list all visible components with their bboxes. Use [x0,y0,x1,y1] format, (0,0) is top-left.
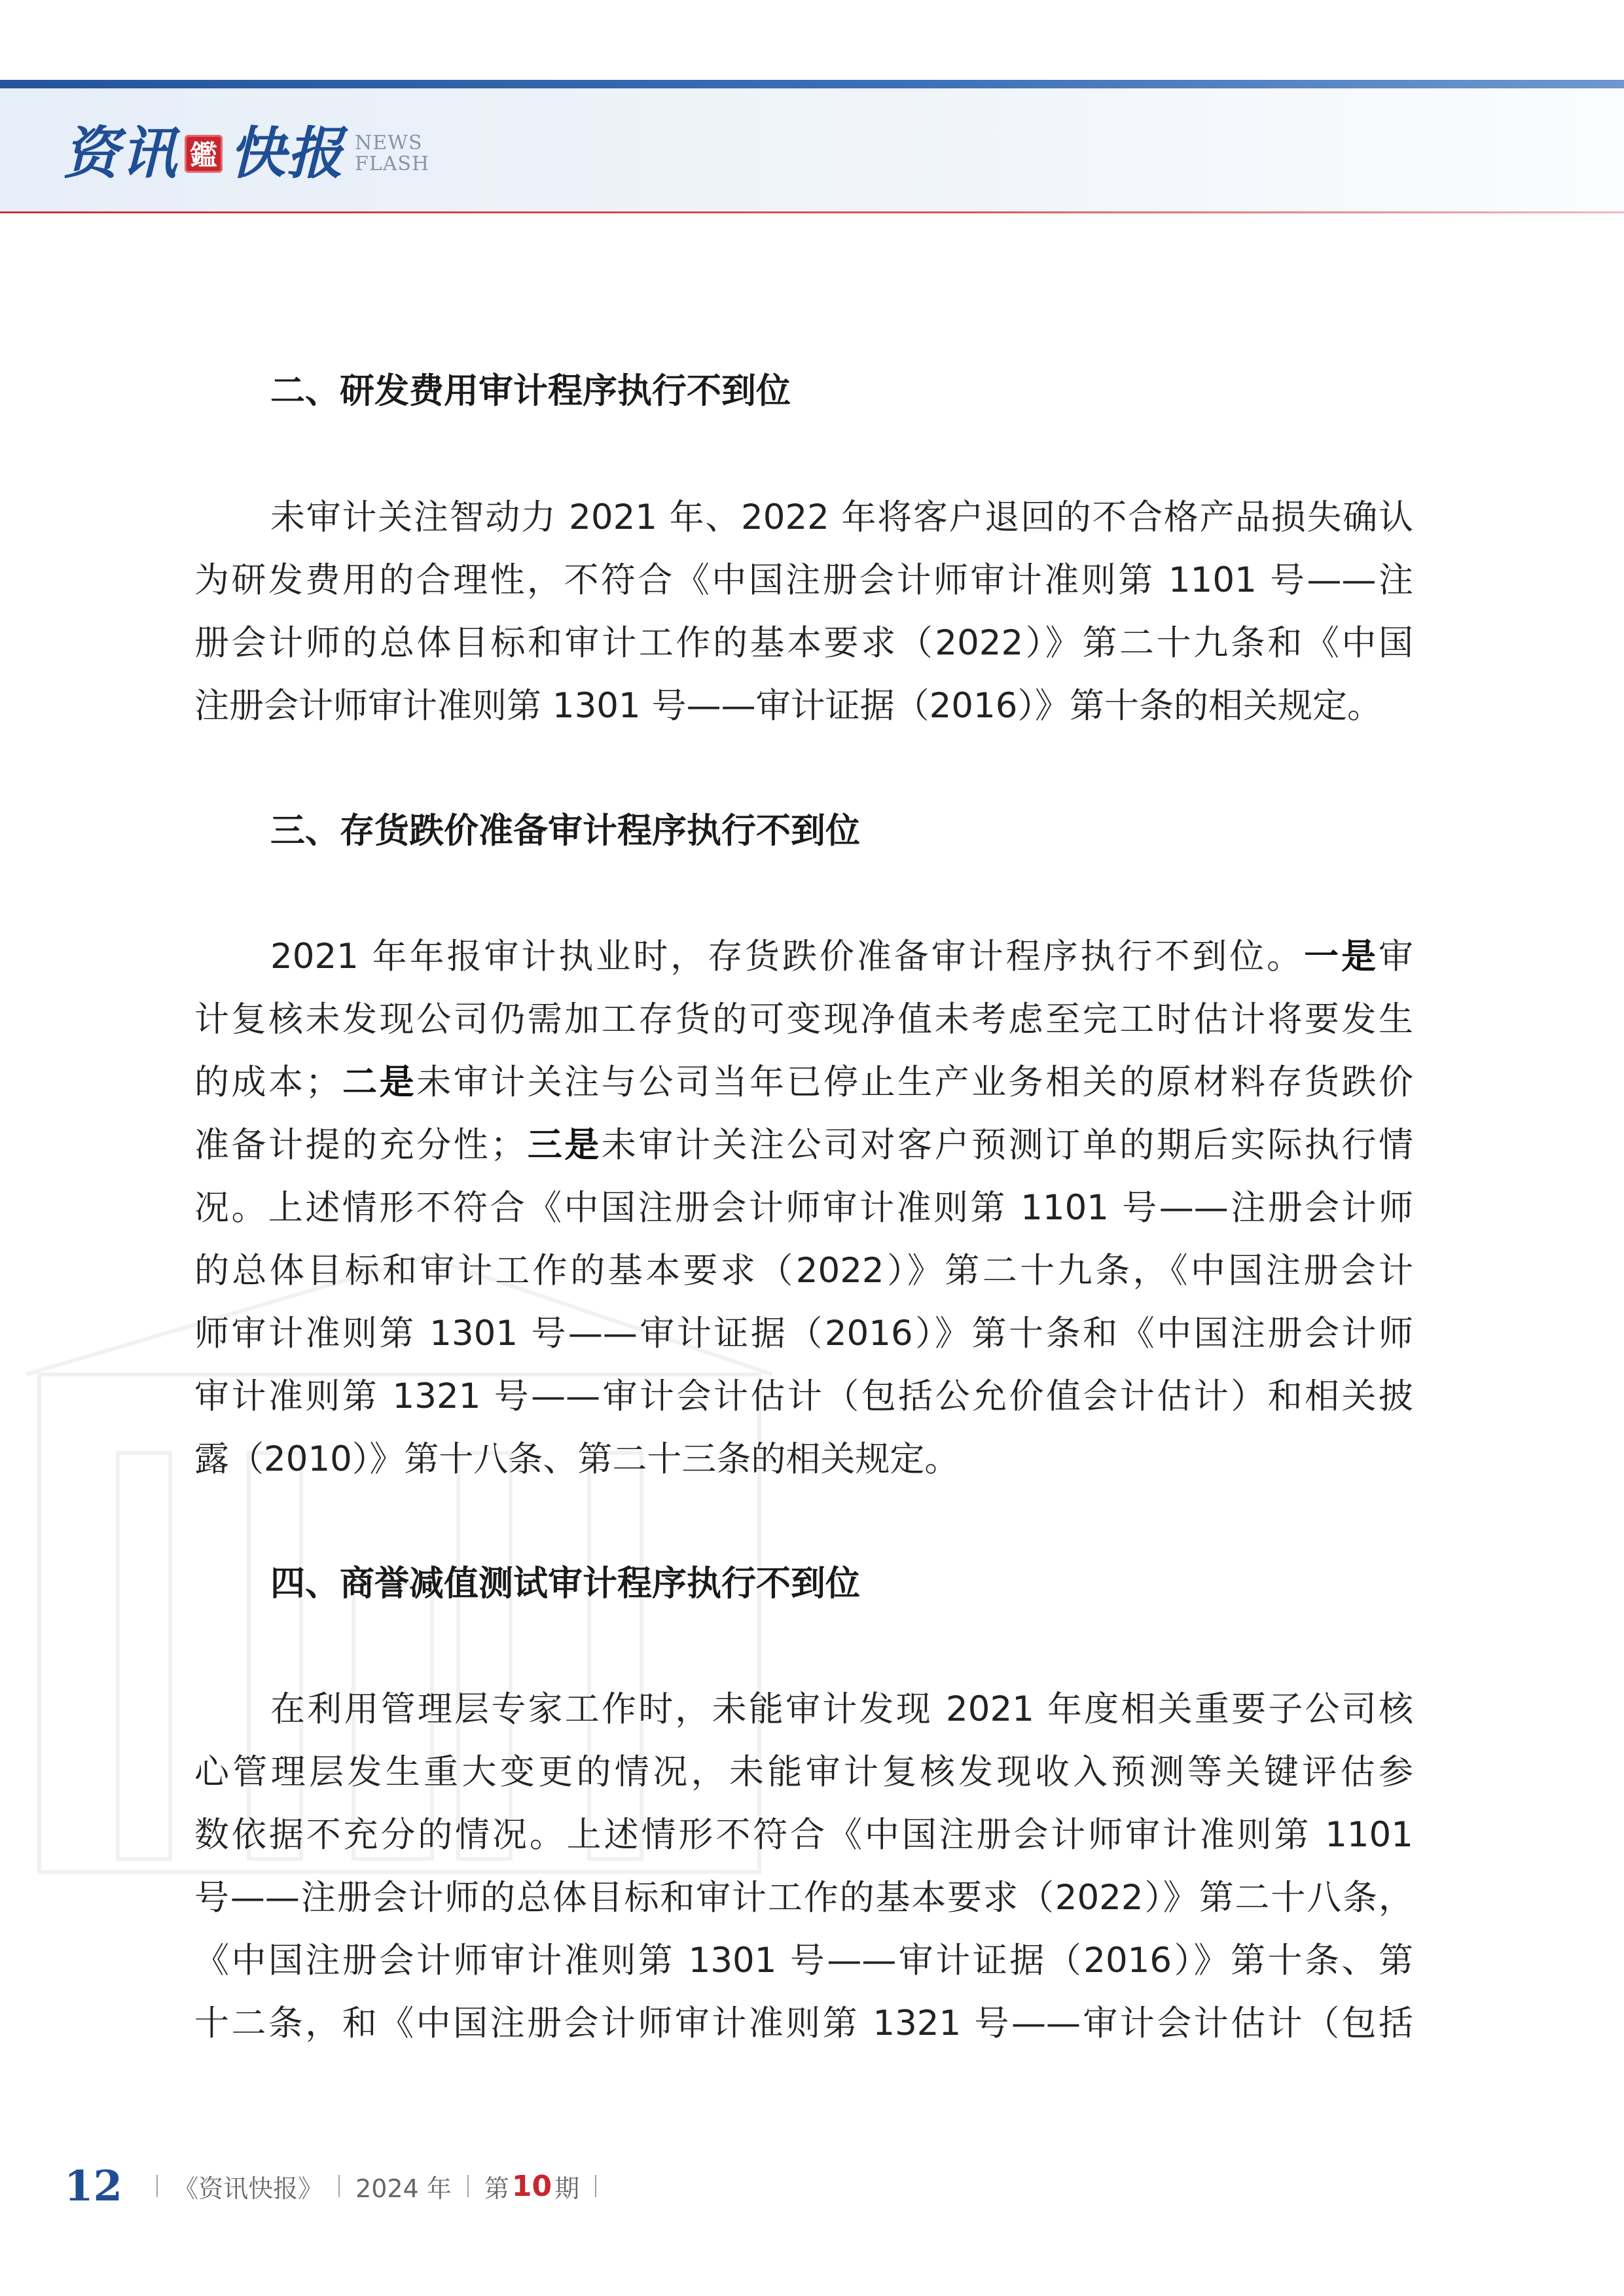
footer-divider [156,2175,158,2197]
header-red-rule [0,211,1624,213]
masthead-english-news: NEWS [355,132,423,154]
section-3-line: 的总体目标和审计工作的基本要求（2022）》第二十九条，《中国注册会计 [194,1251,1413,1291]
footer-divider [338,2175,340,2197]
section-3-line: 2021 年年报审计执业时，存货跌价准备审计程序执行不到位。一是审 [270,937,1414,977]
section-heading-2: 二、研发费用审计程序执行不到位 [270,371,791,411]
section-2-line: 未审计关注智动力 2021 年、2022 年将客户退回的不合格产品损失确认 [270,497,1413,537]
masthead-english [355,133,429,175]
section-heading-4: 四、商誉减值测试审计程序执行不到位 [270,1564,860,1604]
emphasis-second: 二是 [340,1062,417,1102]
section-3-line: 审计准则第 1321 号——审计会计估计（包括公允价值会计估计）和相关披 [194,1376,1413,1416]
footer-issue-prefix: 第 [484,2174,509,2203]
section-3-line: 况。上述情形不符合《中国注册会计师审计准则第 1101 号——注册会计师 [194,1188,1413,1228]
header-top-bar [0,80,1624,88]
section-2-line: 为研发费用的合理性，不符合《中国注册会计师审计准则第 1101 号——注 [194,560,1413,600]
section-3-line: 师审计准则第 1301 号——审计证据（2016）》第十条和《中国注册会计师 [194,1314,1413,1354]
masthead-english-flash: FLASH [355,152,430,175]
footer-publication: 《资讯快报》 [173,2174,323,2203]
section-3-line: 计复核未发现公司仍需加工存货的可变现净值未考虑至完工时估计将要发生 [194,999,1413,1039]
section-4-line: 心管理层发生重大变更的情况，未能审计复核发现收入预测等关键评估参 [194,1752,1413,1792]
page-footer [64,2160,612,2212]
page-number: 12 [64,2161,123,2211]
section-heading-3: 三、存货跌价准备审计程序执行不到位 [270,811,860,851]
footer-issue-suffix: 期 [554,2174,580,2203]
section-4-line: 号——注册会计师的总体目标和审计工作的基本要求（2022）》第二十八条， [194,1878,1413,1918]
footer-divider [467,2175,469,2197]
section-3-line: 的成本；二是未审计关注与公司当年已停止生产业务相关的原材料存货跌价 [194,1062,1413,1102]
section-2-line: 册会计师的总体目标和审计工作的基本要求（2022）》第二十九条和《中国 [194,623,1413,663]
section-4-line: 十二条，和《中国注册会计师审计准则第 1321 号——审计会计估计（包括 [194,2003,1413,2043]
emphasis-first: 一是 [1304,937,1379,977]
section-4-line: 《中国注册会计师审计准则第 1301 号——审计证据（2016）》第十条、第 [194,1941,1413,1981]
footer-issue-number: 10 [511,2169,552,2203]
section-3-line: 露（2010）》第十八条、第二十三条的相关规定。 [194,1439,960,1479]
footer-divider [595,2175,596,2197]
masthead-title-part2: 快报 [229,120,344,187]
emphasis-third: 三是 [525,1125,602,1165]
section-4-line: 数依据不充分的情况。上述情形不符合《中国注册会计师审计准则第 1101 [194,1815,1413,1855]
section-4-line: 在利用管理层专家工作时，未能审计发现 2021 年度相关重要子公司核 [270,1689,1413,1729]
masthead-title-part1: 资讯 [63,120,178,187]
masthead-seal-icon: 鑑 [185,135,223,173]
section-2-line: 注册会计师审计准则第 1301 号——审计证据（2016）》第十条的相关规定。 [194,686,1382,726]
section-3-line: 准备计提的充分性；三是未审计关注公司对客户预测订单的期后实际执行情 [194,1125,1413,1165]
masthead-logo [63,118,429,190]
footer-year: 2024 年 [355,2174,452,2203]
